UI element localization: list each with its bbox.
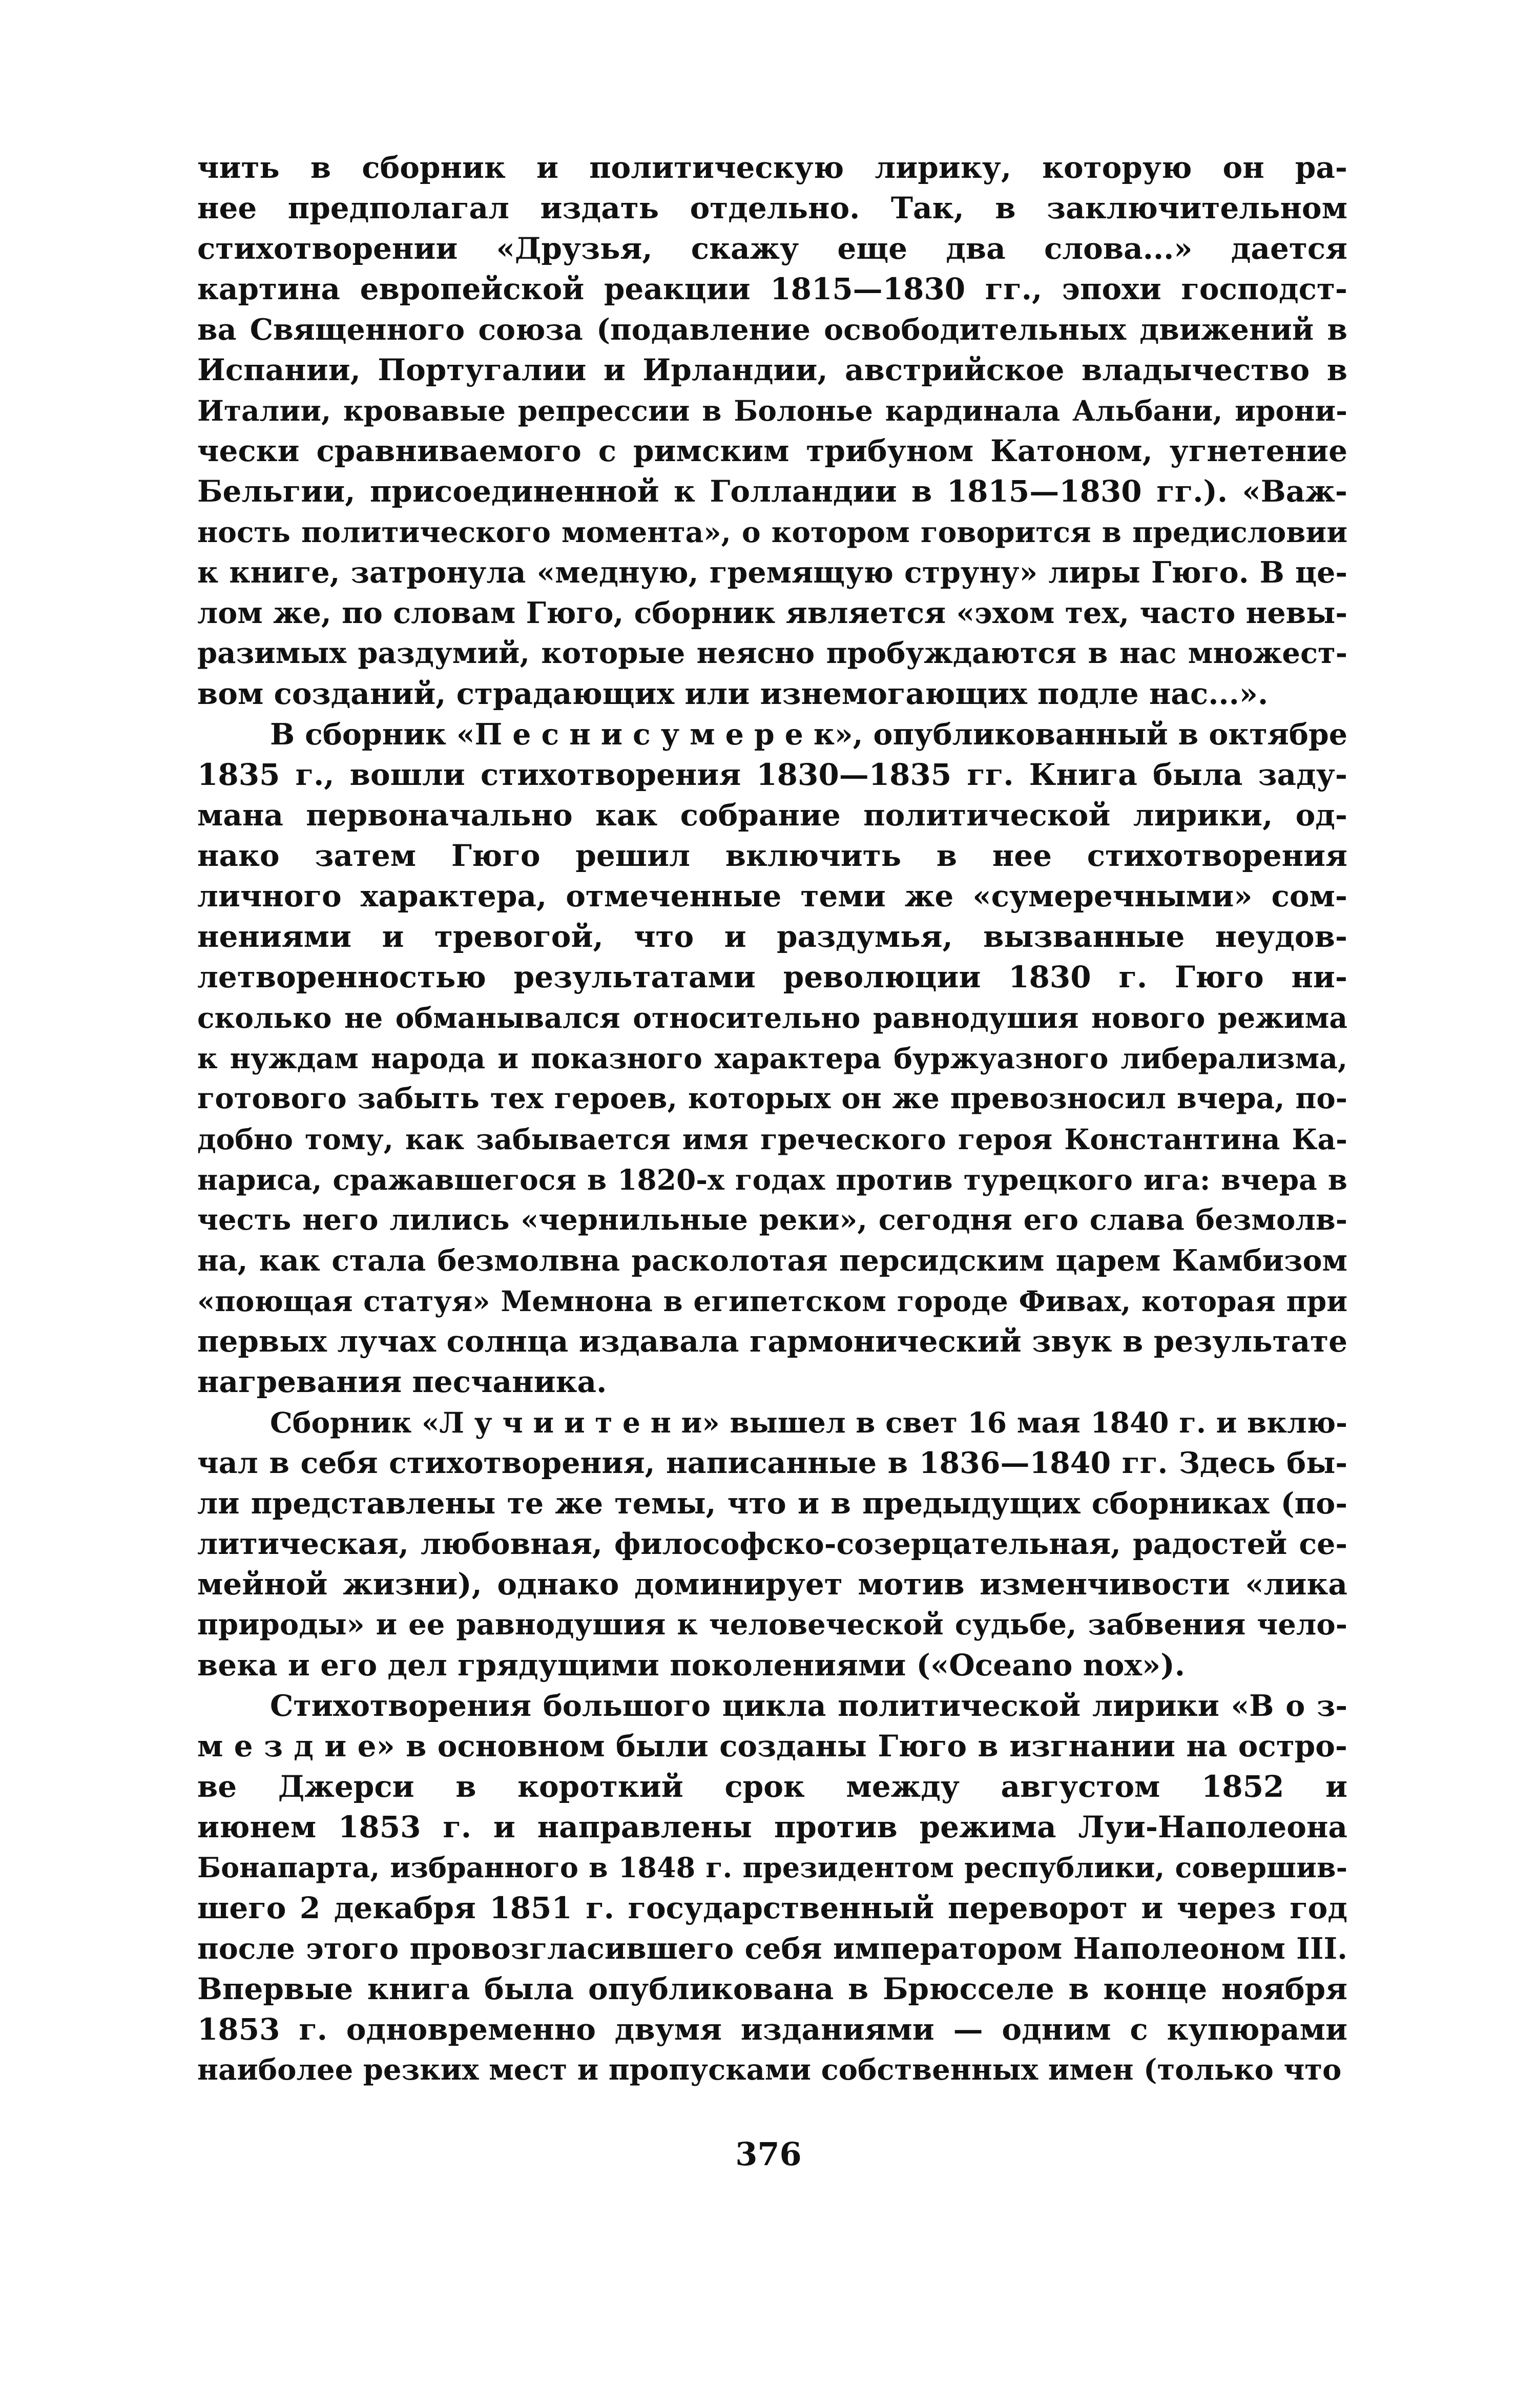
text-line: мейной жизни), однако доминирует мотив изменчивости «лика	[197, 1567, 1347, 1602]
text-line: Сборник «Л у ч и и т е н и» вышел в свет 16 мая 1840 г. и вклю-	[270, 1406, 1347, 1439]
text-line: Стихотворения большого цикла политической лирики «В о з-	[270, 1689, 1347, 1723]
text-line: литическая, любовная, философско-созерцательная, радостей се-	[197, 1527, 1347, 1561]
text-line: стихотворении «Друзья, скажу еще два слова...» дается	[197, 231, 1347, 266]
text-line: В сборник «П е с н и с у м е р е к», опубликованный в октябре	[270, 717, 1347, 752]
paragraph	[197, 1686, 1347, 2090]
text-line: на, как стала безмолвна расколотая персидским царем Камбизом	[197, 1243, 1347, 1278]
text-line: 1853 г. одновременно двумя изданиями — одним с купюрами	[197, 2012, 1347, 2047]
text-line: честь него лились «чернильные реки», сегодня его слава безмолв-	[197, 1203, 1347, 1237]
text-line: вом созданий, страдающих или изнемогающих подле нас...».	[197, 676, 1269, 711]
text-line: Италии, кровавые репрессии в Болонье кардинала Альбани, ирони-	[197, 394, 1347, 427]
text-line: готового забыть тех героев, которых он же превозносил вчера, по-	[197, 1082, 1347, 1115]
text-line: разимых раздумий, которые неясно пробуждаются в нас множест-	[197, 636, 1347, 670]
text-line: июнем 1853 г. и направлены против режима Луи-Наполеона	[197, 1810, 1347, 1844]
paragraph	[197, 1402, 1347, 1686]
text-line: Бельгии, присоединенной к Голландии в 1815—1830 гг.). «Важ-	[197, 474, 1347, 509]
text-line: Впервые книга была опубликована в Брюсселе в конце ноября	[197, 1971, 1347, 2006]
text-line: нариса, сражавшегося в 1820-х годах против турецкого ига: вчера в	[197, 1163, 1347, 1196]
text-line: после этого провозгласившего себя императором Наполеоном III.	[197, 1932, 1347, 1966]
paragraph	[197, 148, 1347, 714]
text-line: ность политического момента», о котором говорится в предисловии	[197, 515, 1347, 549]
page-number: 376	[735, 2135, 802, 2173]
text-line: чески сравниваемого с римским трибуном Катоном, угнетение	[197, 433, 1347, 468]
body-text	[197, 148, 1347, 2090]
text-line: картина европейской реакции 1815—1830 гг., эпохи господст-	[197, 272, 1347, 306]
text-line: чить в сборник и политическую лирику, которую он ра-	[197, 150, 1347, 185]
text-line: м е з д и е» в основном были созданы Гюго в изгнании на остро-	[197, 1729, 1347, 1763]
text-line: шего 2 декабря 1851 г. государственный переворот и через год	[197, 1891, 1347, 1925]
text-line: нагревания песчаника.	[197, 1364, 607, 1399]
text-line: личного характера, отмеченные теми же «сумеречными» сом-	[197, 879, 1347, 914]
text-line: нениями и тревогой, что и раздумья, вызванные неудов-	[197, 919, 1347, 954]
text-line: сколько не обманывался относительно равнодушия нового режима	[197, 1001, 1347, 1034]
text-line: наиболее резких мест и пропусками собственных имен (только что	[197, 2053, 1342, 2087]
text-line: летворенностью результатами революции 1830 г. Гюго ни-	[197, 960, 1347, 994]
text-line: чал в себя стихотворения, написанные в 1836—1840 гг. Здесь бы-	[197, 1446, 1347, 1480]
text-line: нее предполагал издать отдельно. Так, в заключительном	[197, 191, 1347, 225]
text-line: ли представлены те же темы, что и в предыдущих сборниках (по-	[197, 1486, 1347, 1521]
text-line: добно тому, как забывается имя греческого героя Константина Ка-	[197, 1123, 1347, 1156]
text-line: Бонапарта, избранного в 1848 г. президентом республики, совершив-	[197, 1851, 1347, 1884]
text-line: века и его дел грядущими поколениями («Oceano nox»).	[197, 1648, 1185, 1683]
text-line: Испании, Португалии и Ирландии, австрийское владычество в	[197, 352, 1347, 387]
text-line: «поющая статуя» Мемнона в египетском городе Фивах, которая при	[197, 1284, 1347, 1318]
text-line: первых лучах солнца издавала гармонический звук в результате	[197, 1324, 1347, 1359]
text-line: мана первоначально как собрание политической лирики, од-	[197, 798, 1347, 833]
text-line: природы» и ее равнодушия к человеческой судьбе, забвения чело-	[197, 1608, 1347, 1642]
text-line: к нуждам народа и показного характера буржуазного либерализма,	[197, 1042, 1347, 1075]
text-line: к книге, затронула «медную, гремящую струну» лиры Гюго. В це-	[197, 555, 1347, 590]
paragraph	[197, 714, 1347, 1402]
text-line: лом же, по словам Гюго, сборник является «эхом тех, часто невы-	[197, 596, 1347, 630]
text-line: ва Священного союза (подавление освободительных движений в	[197, 313, 1347, 347]
text-line: нако затем Гюго решил включить в нее стихотворения	[197, 838, 1347, 873]
text-line: ве Джерси в короткий срок между августом 1852 и	[197, 1769, 1347, 1804]
text-line: 1835 г., вошли стихотворения 1830—1835 гг. Книга была заду-	[197, 757, 1347, 792]
